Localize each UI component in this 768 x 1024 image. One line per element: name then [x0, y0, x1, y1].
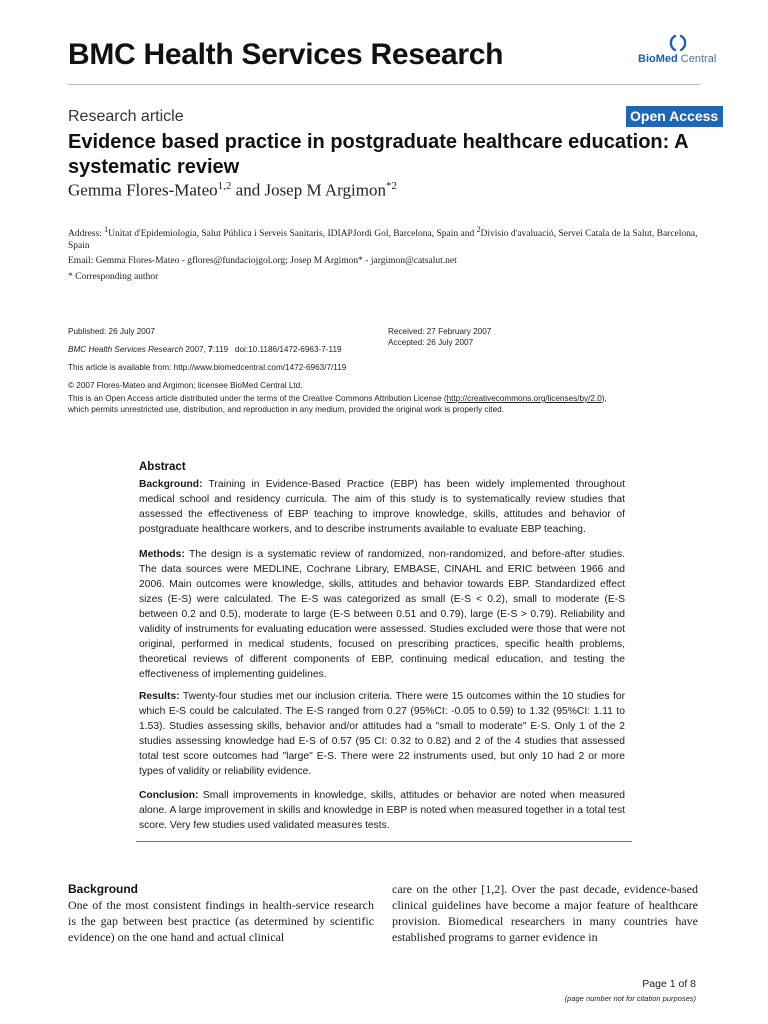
article-title: Evidence based practice in postgraduate healthcare education: A systematic review: [68, 131, 688, 178]
doi: doi:10.1186/1472-6963-7-119: [234, 345, 342, 354]
open-access-badge: Open Access: [626, 106, 723, 127]
page-number-note: (page number not for citation purposes): [564, 994, 696, 1003]
email-line: Email: Gemma Flores-Mateo - gflores@fundaciojgol.org; Josep M Argimon* - jargimon@catsalut.net: [68, 256, 457, 266]
abstract-conclusion-text: Small improvements in knowledge, skills, attitudes or behavior are noted when measured alone. A large improvement in skills and knowledge in EBP is noted when measured together in a total test score. Very few studies used validated measures tests.: [139, 790, 625, 831]
publisher-logo: [638, 34, 738, 70]
license-text-2: ),: [601, 394, 607, 403]
license-link[interactable]: http://creativecommons.org/licenses/by/2.0: [446, 394, 602, 403]
abstract-results-text: Twenty-four studies met our inclusion criteria. There were 15 outcomes within the 10 studies for which E-S could be calculated. The E-S ranged from 0.27 (95%CI: -0.05 to 0.59) to 1.32 (95%CI: 1.11 to 1.53). Studies assessing skills, behavior and/or attitudes had a "small to moderate" E-S. Only 1 of the 2 studies assessing knowledge had E-S of 0.57 (95 CI: 0.32 to 0.82) and 2 of the 4 studies that assessed total test score outcomes had "large" E-S. There were 22 instruments used, but only 10 had 2 or more types of validity or reliability evidence.: [139, 691, 625, 777]
publisher-name: [638, 53, 716, 65]
authors: [68, 180, 397, 201]
biomed-logo-icon: [667, 34, 693, 54]
corresponding-author: * Corresponding author: [68, 272, 159, 282]
citation-journal: BMC Health Services Research: [68, 345, 184, 354]
abstract-methods-text: The design is a systematic review of randomized, non-randomized, and before-after studies. The data sources were MEDLINE, Cochrane Library, EMBASE, CINAHL and ERIC between 1966 and 2006. Main outcomes were knowledge, skills, attitudes and behavior towards EBP. Standardized effect sizes (E-S) were calculated. The E-S was categorized as small (E-S < 0.2), small to moderate (E-S between 0.2 and 0.5), moderate to large (E-S between 0.51 and 0.79), large (E-S > 0.79). Reliability and validity of instruments for evaluating education were assessed. Studies excluded were those that were not original, performed in medical students, focused on prescribing practices, specific health problems, theoretical reviews of different components of EBP, continuing medical education, and testing the effectiveness of implementing guidelines.: [139, 549, 625, 680]
address-sup-1: 1: [104, 225, 109, 234]
address-text-1: Unitat d'Epidemiologia, Salut Pública i Serveis Sanitaris, IDIAPJordi Gol, Barcelona, Spain and: [108, 229, 477, 240]
abstract-box: [136, 457, 632, 842]
author-and: and: [231, 180, 265, 200]
address-sup-2: 2: [476, 225, 481, 234]
body-column-left: One of the most consistent findings in health-service research is the gap between best practice (as determined by scientific evidence) on the one hand and actual clinical: [68, 898, 374, 944]
author-2-affil: *2: [386, 180, 397, 192]
citation-volume: 7: [208, 345, 213, 354]
journal-title: BMC Health Services Research: [68, 38, 504, 71]
section-heading-background: Background: [68, 882, 139, 896]
abstract-background-label: Background:: [139, 479, 203, 490]
abstract-methods: [139, 547, 625, 682]
license-text-1: This is an Open Access article distributed under the terms of the Creative Commons Attribution License (: [68, 394, 447, 403]
author-1: Gemma Flores-Mateo: [68, 180, 218, 200]
abstract-heading: Abstract: [139, 461, 186, 473]
citation-line: [68, 344, 342, 355]
abstract-results-label: Results:: [139, 691, 180, 702]
license-line-2: which permits unrestricted use, distribution, and reproduction in any medium, provided the original work is properly cited.: [68, 405, 504, 414]
publisher-biomed: BioMed: [638, 53, 678, 65]
accepted-date: Accepted: 26 July 2007: [388, 338, 474, 347]
abstract-conclusion: [139, 788, 625, 833]
author-2: Josep M Argimon: [264, 180, 386, 200]
available-from: This article is available from: http://www.biomedcentral.com/1472-6963/7/119: [68, 363, 347, 372]
address: [68, 224, 698, 252]
author-1-affil: 1,2: [217, 180, 232, 192]
article-type: Research article: [68, 108, 184, 125]
citation-pages: :119: [212, 345, 229, 354]
citation-year: 2007,: [183, 345, 209, 354]
page-number: Page 1 of 8: [642, 978, 696, 990]
published-date: Published: 26 July 2007: [68, 327, 155, 336]
abstract-background: [139, 477, 625, 537]
abstract-background-text: Training in Evidence-Based Practice (EBP) has been widely implemented throughout medical school and residency curricula. The aim of this study is to systematically review studies that assessed the effectiveness of EBP teaching to improve knowledge, skills, attitudes and behavior of postgraduate healthcare workers, and to describe instruments available to evaluate EBP teaching.: [139, 479, 625, 535]
address-text-2: Divisio d'avaluació, Servei Catala de la Salut, Barcelona, Spain: [68, 229, 698, 252]
header-divider: [68, 84, 700, 85]
license-line-1: [68, 393, 607, 404]
publisher-central: Central: [680, 53, 717, 65]
copyright: © 2007 Flores-Mateo and Argimon; licensee BioMed Central Ltd.: [68, 381, 303, 390]
body-column-right: care on the other [1,2]. Over the past decade, evidence-based clinical guidelines have become a major feature of healthcare provision. Biomedical researchers in many countries have established programs to garner evidence in: [392, 882, 698, 944]
address-label: Address:: [68, 229, 105, 240]
abstract-methods-label: Methods:: [139, 549, 185, 560]
abstract-results: [139, 689, 625, 779]
received-date: Received: 27 February 2007: [388, 327, 492, 336]
abstract-conclusion-label: Conclusion:: [139, 790, 199, 801]
